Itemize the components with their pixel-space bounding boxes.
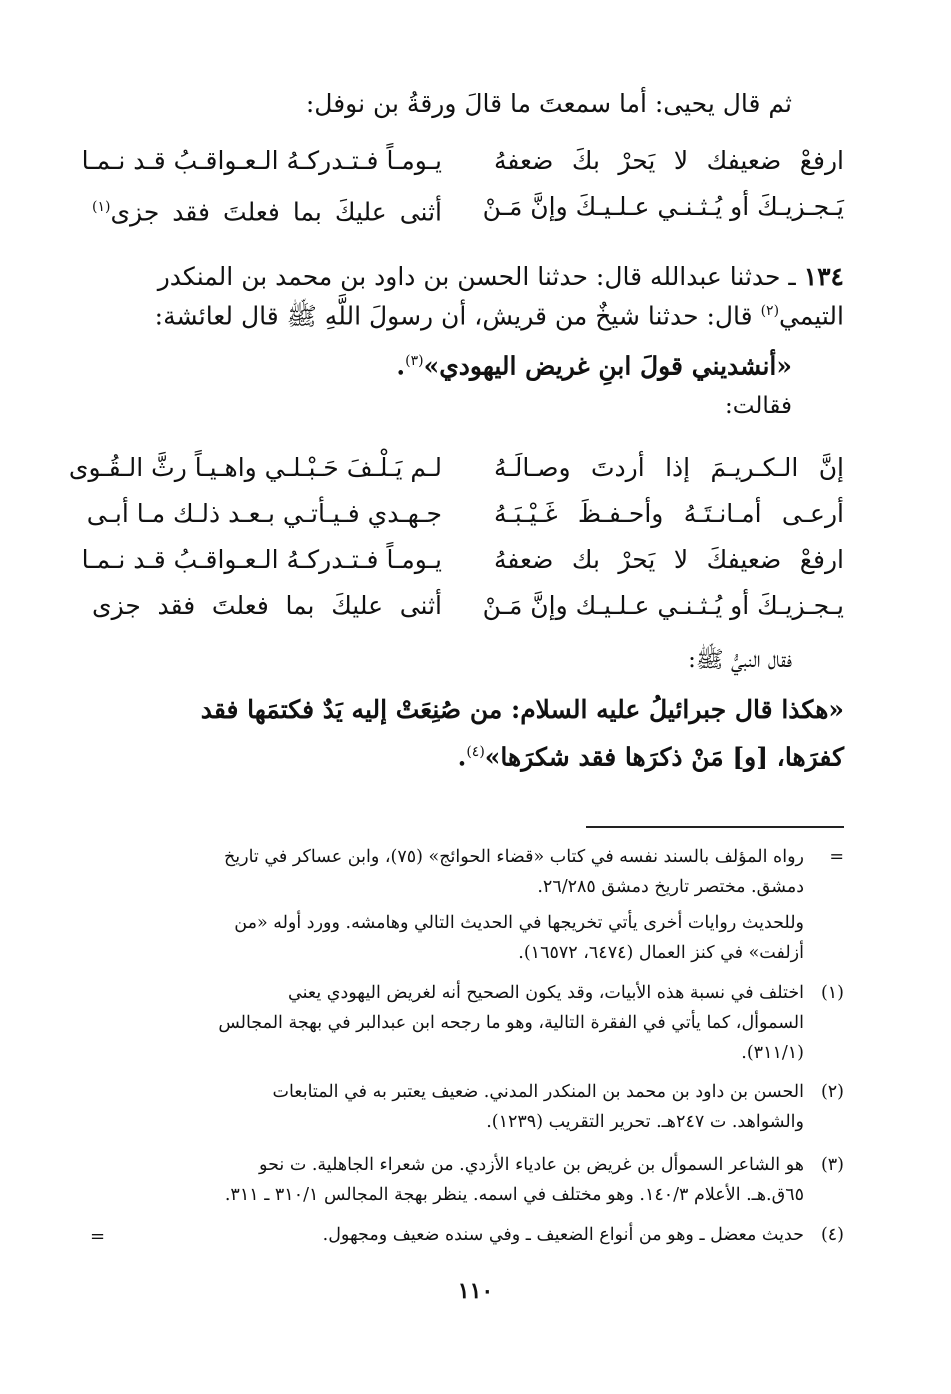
footnote-line: والشواهد. ت ٢٤٧هـ. تحرير التقريب (١٢٣٩).	[486, 1112, 804, 1132]
hadith-text-line: «هكذا قال جبرائيلُ عليه السلام: من صُنِعَتْ إليه يَدٌ فكتمَها فقد	[200, 694, 844, 724]
prophet-request	[92, 343, 792, 384]
hadith-text-line	[92, 731, 844, 778]
footnote-body	[108, 908, 804, 968]
poem-waraqa	[81, 138, 844, 230]
verse-line	[92, 583, 844, 629]
hadith-134	[92, 260, 844, 333]
footnote-line: ٦٥ق.هـ. الأعلام ١٤٠/٣. وهو مختلف في اسمه. ينظر بهجة المجالس ٣١٠/١ ـ ٣١١.	[224, 1185, 804, 1205]
footnote-2	[108, 1077, 844, 1137]
footnote-body	[108, 842, 804, 902]
she-said: فقالت:	[725, 392, 792, 419]
verse-text: أثنى عليكَ بما فعلتَ فقد جزى	[110, 197, 442, 227]
footnote-line: رواه المؤلف بالسند نفسه في كتاب «قضاء الحوائج» (٧٥)، وابن عساكر في تاريخ	[223, 847, 804, 867]
footnote-ref-2: (٢)	[760, 303, 780, 319]
continuation-mark: =	[90, 1226, 106, 1247]
footnote-body	[108, 978, 804, 1068]
verse-hemistich-right: يـجـزيـكَ أو يُـثـنـي عـلـيـك وإنَّ مَـنْ	[482, 590, 844, 620]
verse-line	[92, 184, 844, 230]
footnote-1	[108, 978, 844, 1068]
footnote-line: دمشق. مختصر تاريخ دمشق ٢٦/٢٨٥.	[537, 877, 804, 897]
isnad-text: قال: حدثنا شيخٌ من قريش، أن رسولَ اللَّهِ ﷺ قال لعائشة:	[154, 301, 761, 331]
footnote-line: الحسن بن داود بن محمد بن المنكدر المدني. ضعيف يعتبر به في المتابعات	[272, 1082, 804, 1102]
verse-hemistich-left: جـهـدي فـيـأتـي بـعـد ذلـك مـا أبـى	[86, 498, 442, 528]
prophet-said: فقال النبيُّ ﷺ:	[688, 646, 792, 673]
verse-hemistich-left	[92, 184, 442, 230]
verse-line	[68, 445, 844, 491]
request-end: .	[396, 351, 406, 381]
footnote-line: (٣١١/١).	[741, 1043, 804, 1063]
footnote-line: هو الشاعر السموأل بن غريض بن عادياء الأزدي. من شعراء الجاهلية. ت نحو	[259, 1155, 804, 1175]
verse-hemistich-left: يـومـاً فـتـدركـهُ الـعـواقـبُ قـد نـمـا	[81, 544, 442, 574]
verse-hemistich-right: إنَّ الـكـريـمَ إذا أردتَ وصـالَـهُ	[494, 452, 844, 482]
footnote-ref-1: (١)	[92, 199, 111, 215]
verse-line	[81, 537, 844, 583]
hadith-end: .	[457, 741, 467, 771]
main-text	[68, 80, 844, 778]
verse-line	[86, 491, 844, 537]
isnad-line	[92, 260, 844, 294]
hadith-text	[92, 689, 844, 778]
verse-hemistich-left: أثنى عليكَ بما فعلتَ فقد جزى	[92, 590, 442, 620]
footnote-mark: (٣)	[820, 1155, 844, 1175]
footnote-mark: (٤)	[820, 1225, 844, 1245]
footnote-mark: =	[829, 847, 844, 867]
verse-line	[81, 138, 844, 184]
hadith-text-part: كفرَها، [و] مَنْ ذكرَها فقد شكرَها»	[484, 741, 844, 771]
footnote	[108, 842, 844, 902]
footnote-body	[108, 1150, 804, 1210]
verse-hemistich-left: لـم يَـلْـفَ حَـبْـلـي واهـيـاً رثَّ الـقُـوى	[68, 452, 442, 482]
isnad-line	[92, 294, 844, 333]
footnote-body	[108, 1077, 804, 1137]
footnote-line: اختلف في نسبة هذه الأبيات، وقد يكون الصحيح أنه لغريض اليهودي يعني	[288, 983, 804, 1003]
footnote-mark: (٢)	[820, 1082, 844, 1102]
verse-hemistich-right: أرعـى أمـانـتَـهُ وأحـفـظَ غَـيْـبَـهُ	[494, 498, 844, 528]
footnote-3	[108, 1150, 844, 1210]
footnote-line: السموأل، كما يأتي في الفقرة التالية، وهو ما رجحه ابن عبدالبر في بهجة المجالس	[218, 1013, 804, 1033]
footnote-mark: (١)	[820, 983, 844, 1003]
footnote-line: وللحديث روايات أخرى يأتي تخريجها في الحديث التالي وهامشه. وورد أوله «من	[234, 913, 804, 933]
isnad-text: التيمي	[779, 301, 844, 331]
hadith-number: ١٣٤	[803, 262, 844, 291]
footnote-line: أزلفت» في كنز العمال (٦٤٧٤، ١٦٥٧٢).	[518, 943, 804, 963]
footnote-separator	[586, 826, 844, 828]
verse-hemistich-right: ارفعْ ضعيفك لا يَحرْ بكَ ضعفهُ	[494, 146, 844, 175]
verse-hemistich-right: يَـجـزيـكَ أو يُـثـنـي عـلـيـكَ وإنَّ مَـنْ	[482, 192, 844, 221]
page-number: ١١٠	[457, 1278, 494, 1304]
poem-aisha	[68, 445, 844, 629]
verse-hemistich-right: ارفعْ ضعيفكَ لا يَحرْ بك ضعفهُ	[494, 544, 844, 574]
footnote-line: حديث معضل ـ وهو من أنواع الضعيف ـ وفي سنده ضعيف ومجهول.	[322, 1225, 804, 1245]
isnad-text: ـ حدثنا عبدالله قال: حدثنا الحسن بن داود بن محمد بن المنكدر	[157, 262, 804, 291]
footnote-body	[108, 1220, 804, 1250]
footnote-ref-4: (٤)	[466, 743, 485, 760]
footnote-4	[108, 1220, 844, 1250]
intro-line: ثم قال يحيى: أما سمعتَ ما قالَ ورقةُ بن نوفل:	[305, 89, 792, 118]
footnote-ref-3: (٣)	[405, 353, 424, 370]
request-text: «أنشديني قولَ ابنِ غريض اليهودي»	[423, 351, 792, 381]
footnote	[108, 908, 844, 968]
verse-hemistich-left: يـومـاً فـتـدركـهُ الـعـواقـبُ قـد نـمـا	[81, 146, 442, 175]
